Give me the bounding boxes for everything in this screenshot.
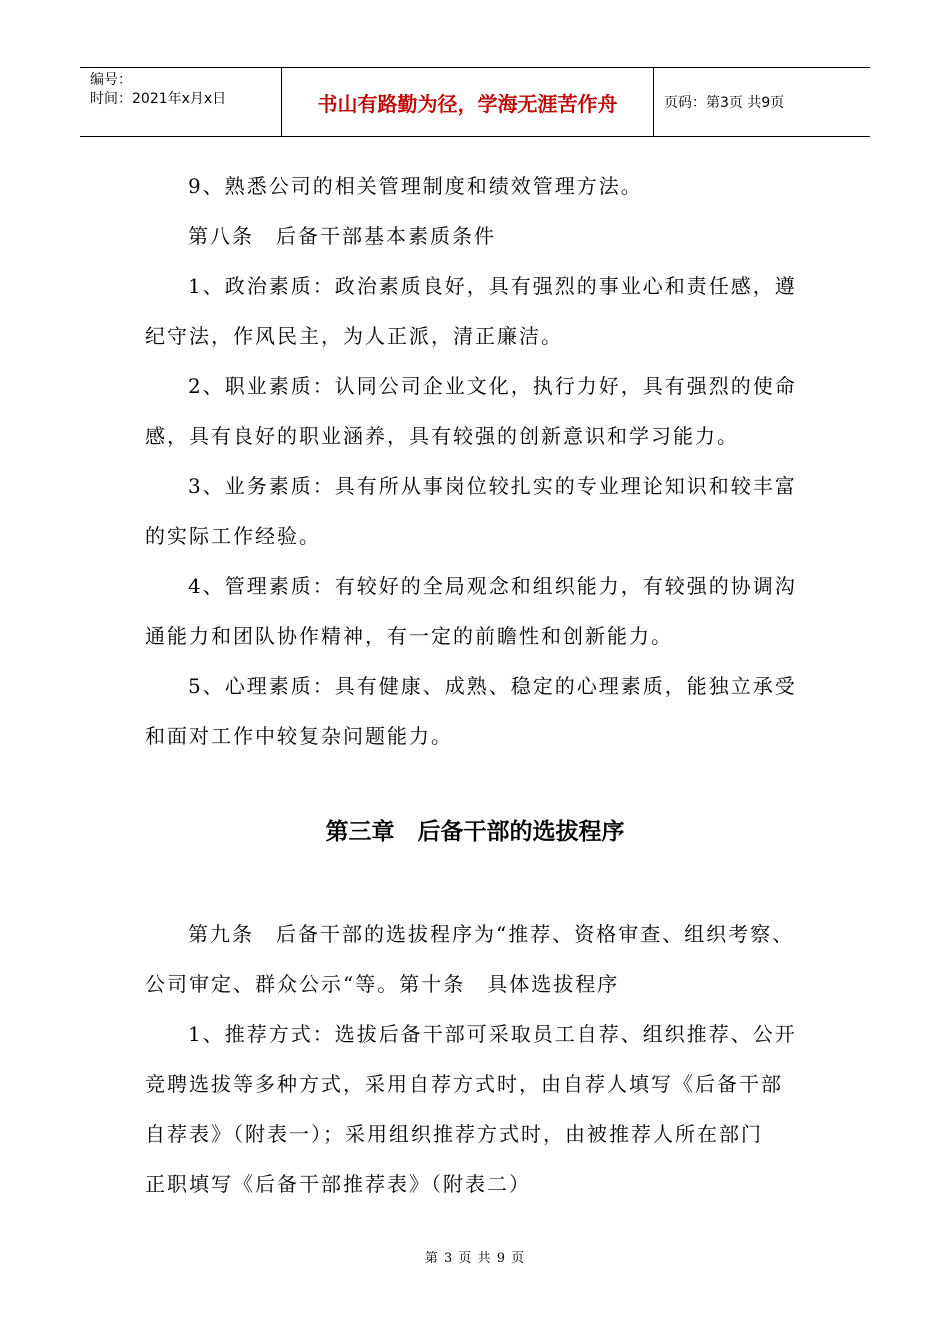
number-label: 编号： [90,72,132,88]
header-page-code: 页码：第3页 共9页 [664,95,785,111]
item-business-line-1: 3、业务素质：具有所从事岗位较扎实的专业理论知识和较丰富 [188,474,797,498]
article-9-line-2: 公司审定、群众公示“等。第十条 具体选拔程序 [145,972,620,996]
recommend-line-3: 自荐表》（附表一）；采用组织推荐方式时，由被推荐人所在部门 [145,1122,763,1146]
item-psychological-line-2: 和面对工作中较复杂问题能力。 [145,724,453,748]
recommend-line-2: 竞聘选拔等多种方式，采用自荐方式时，由自荐人填写《后备干部 [145,1072,783,1096]
article-8-heading: 第八条 后备干部基本素质条件 [188,224,496,248]
recommend-line-1: 1、推荐方式：选拔后备干部可采取员工自荐、组织推荐、公开 [188,1022,797,1046]
item-professional-line-1: 2、职业素质：认同公司企业文化，执行力好，具有强烈的使命 [188,374,797,398]
item-management-line-2: 通能力和团队协作精神，有一定的前瞻性和创新能力。 [145,624,673,648]
recommend-line-4: 正职填写《后备干部推荐表》（附表二） [145,1172,531,1196]
item-political-line-2: 纪守法，作风民主，为人正派，清正廉洁。 [145,324,563,348]
item-political-line-1: 1、政治素质：政治素质良好，具有强烈的事业心和责任感，遵 [188,274,797,298]
item-business-line-2: 的实际工作经验。 [145,524,321,548]
item-management-line-1: 4、管理素质：有较好的全局观念和组织能力，有较强的协调沟 [188,574,797,598]
chapter-title: 第三章 后备干部的选拔程序 [325,819,625,845]
header-motto: 书山有路勤为径，学海无涯苦作舟 [282,68,654,136]
page-footer: 第 3 页 共 9 页 [424,1251,526,1266]
header-meta [80,68,282,136]
item-professional-line-2: 感，具有良好的职业涵养，具有较强的创新意识和学习能力。 [145,424,739,448]
item-9-line: 9、熟悉公司的相关管理制度和绩效管理方法。 [188,174,643,198]
article-9-line-1: 第九条 后备干部的选拔程序为“推荐、资格审查、组织考察、 [188,922,795,946]
item-psychological-line-1: 5、心理素质：具有健康、成熟、稳定的心理素质，能独立承受 [188,674,797,698]
page-header [80,67,870,137]
time-label: 时间：2021年x月x日 [90,91,227,107]
